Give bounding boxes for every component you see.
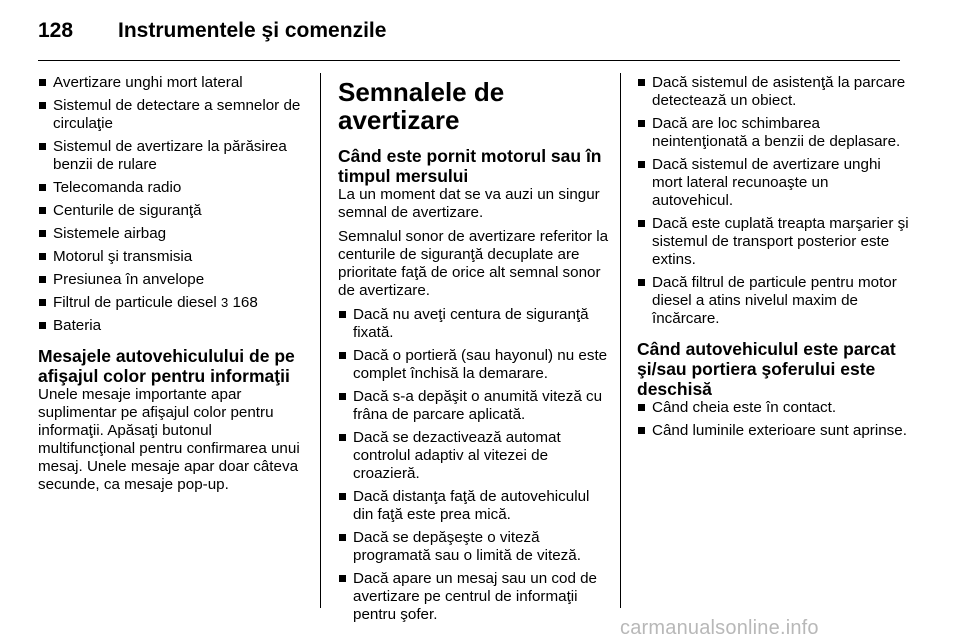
engine-running-heading: Când este pornit motorul sau în timpul mersului: [338, 146, 602, 186]
bullet-icon: [638, 161, 645, 168]
bullet-icon: [638, 79, 645, 86]
bullet-icon: [39, 299, 46, 306]
list-item: Dacă se depăşeşte o viteză programată sau o limită de viteză.: [338, 529, 610, 565]
list-item: Motorul şi transmisia: [38, 248, 310, 266]
bullet-icon: [39, 207, 46, 214]
page-header: [0, 0, 960, 62]
bullet-icon: [39, 102, 46, 109]
bullet-icon: [339, 534, 346, 541]
list-item: Dacă nu aveţi centura de siguranţă fixată.: [338, 306, 610, 342]
list-item: Centurile de siguranţă: [38, 202, 310, 220]
list-item: Dacă are loc schimbarea neintenţionată a benzii de deplasare.: [637, 115, 909, 151]
list-item: Dacă o portieră (sau hayonul) nu este complet închisă la demarare.: [338, 347, 610, 383]
list-item: Când cheia este în contact.: [637, 399, 909, 417]
list-item: Sistemul de avertizare la părăsirea benzii de rulare: [38, 138, 310, 174]
bullet-icon: [39, 184, 46, 191]
list-item: Presiunea în anvelope: [38, 271, 310, 289]
column-2: [338, 74, 610, 629]
bullet-icon: [339, 393, 346, 400]
bullet-icon: [39, 79, 46, 86]
paragraph: La un moment dat se va auzi un singur semnal de avertizare.: [338, 186, 600, 221]
list-item: Dacă este cuplată treapta marşarier şi sistemul de transport posterior este extins.: [637, 215, 909, 269]
vehicle-messages-paragraph: Unele mesaje importante apar suplimentar pe afişajul color pentru informaţii. Apăsaţi butonul multifuncţional pentru confirmarea unui mesaj. Unele mesaje apar doar câteva secunde, ca mesaje pop-up.: [38, 386, 300, 493]
list-item: Sistemele airbag: [38, 225, 310, 243]
list-item: Dacă se dezactivează automat controlul adaptiv al vitezei de croazieră.: [338, 429, 610, 483]
list-item: Dacă filtrul de particule pentru motor diesel a atins nivelul maxim de încărcare.: [637, 274, 909, 328]
list-item: Bateria: [38, 317, 310, 335]
list-item: Telecomanda radio: [38, 179, 310, 197]
warning-list: [338, 306, 610, 624]
list-item: Dacă sistemul de avertizare unghi mort lateral recunoaşte un autovehicul.: [637, 156, 909, 210]
bullet-icon: [39, 230, 46, 237]
page-reference-icon: 3: [221, 295, 229, 310]
list-item: Avertizare unghi mort lateral: [38, 74, 310, 92]
paragraph: Semnalul sonor de avertizare referitor la centurile de siguranţă decuplate are prioritate faţă de orice alt semnal sonor de avertizare.: [338, 228, 609, 299]
watermark: carmanualsonline.info: [620, 617, 819, 639]
page-reference-link[interactable]: 168: [232, 294, 258, 311]
list-item: Când luminile exterioare sunt aprinse.: [637, 422, 909, 440]
list-item-diesel-filter: Filtrul de particule diesel 3 168: [38, 294, 310, 312]
bullet-icon: [638, 404, 645, 411]
bullet-icon: [339, 352, 346, 359]
section-title: Semnalele de avertizare: [338, 77, 505, 135]
bullet-icon: [638, 279, 645, 286]
page-title: Instrumentele şi comenzile: [118, 19, 387, 42]
bullet-icon: [638, 220, 645, 227]
bullet-icon: [638, 120, 645, 127]
list-item: Dacă s-a depăşit o anumită viteză cu frâna de parcare aplicată.: [338, 388, 610, 424]
bullet-icon: [39, 322, 46, 329]
header-divider: [38, 60, 900, 61]
list-item: Sistemul de detectare a semnelor de circulaţie: [38, 97, 310, 133]
bullet-icon: [39, 253, 46, 260]
bullet-icon: [339, 575, 346, 582]
bullet-icon: [638, 427, 645, 434]
column-1: [38, 74, 310, 500]
column-divider-2: [620, 73, 621, 608]
column-divider-1: [320, 73, 321, 608]
bullet-icon: [339, 493, 346, 500]
bullet-icon: [39, 143, 46, 150]
page-number: 128: [38, 19, 74, 42]
bullet-icon: [339, 311, 346, 318]
bullet-icon: [339, 434, 346, 441]
list-item: Dacă sistemul de asistenţă la parcare detectează un obiect.: [637, 74, 909, 110]
list-item: Dacă apare un mesaj sau un cod de avertizare pe centrul de informaţii pentru şofer.: [338, 570, 610, 624]
feature-list: [38, 74, 310, 335]
parked-warning-list: [637, 399, 909, 440]
column-3: [637, 74, 909, 445]
vehicle-messages-heading: Mesajele autovehiculului de pe afişajul color pentru informaţii: [38, 346, 295, 386]
bullet-icon: [39, 276, 46, 283]
list-item: Dacă distanţa faţă de autovehiculul din faţă este prea mică.: [338, 488, 610, 524]
parked-vehicle-heading: Când autovehiculul este parcat şi/sau portiera şoferului este deschisă: [637, 339, 896, 399]
warning-list-continued: [637, 74, 909, 328]
